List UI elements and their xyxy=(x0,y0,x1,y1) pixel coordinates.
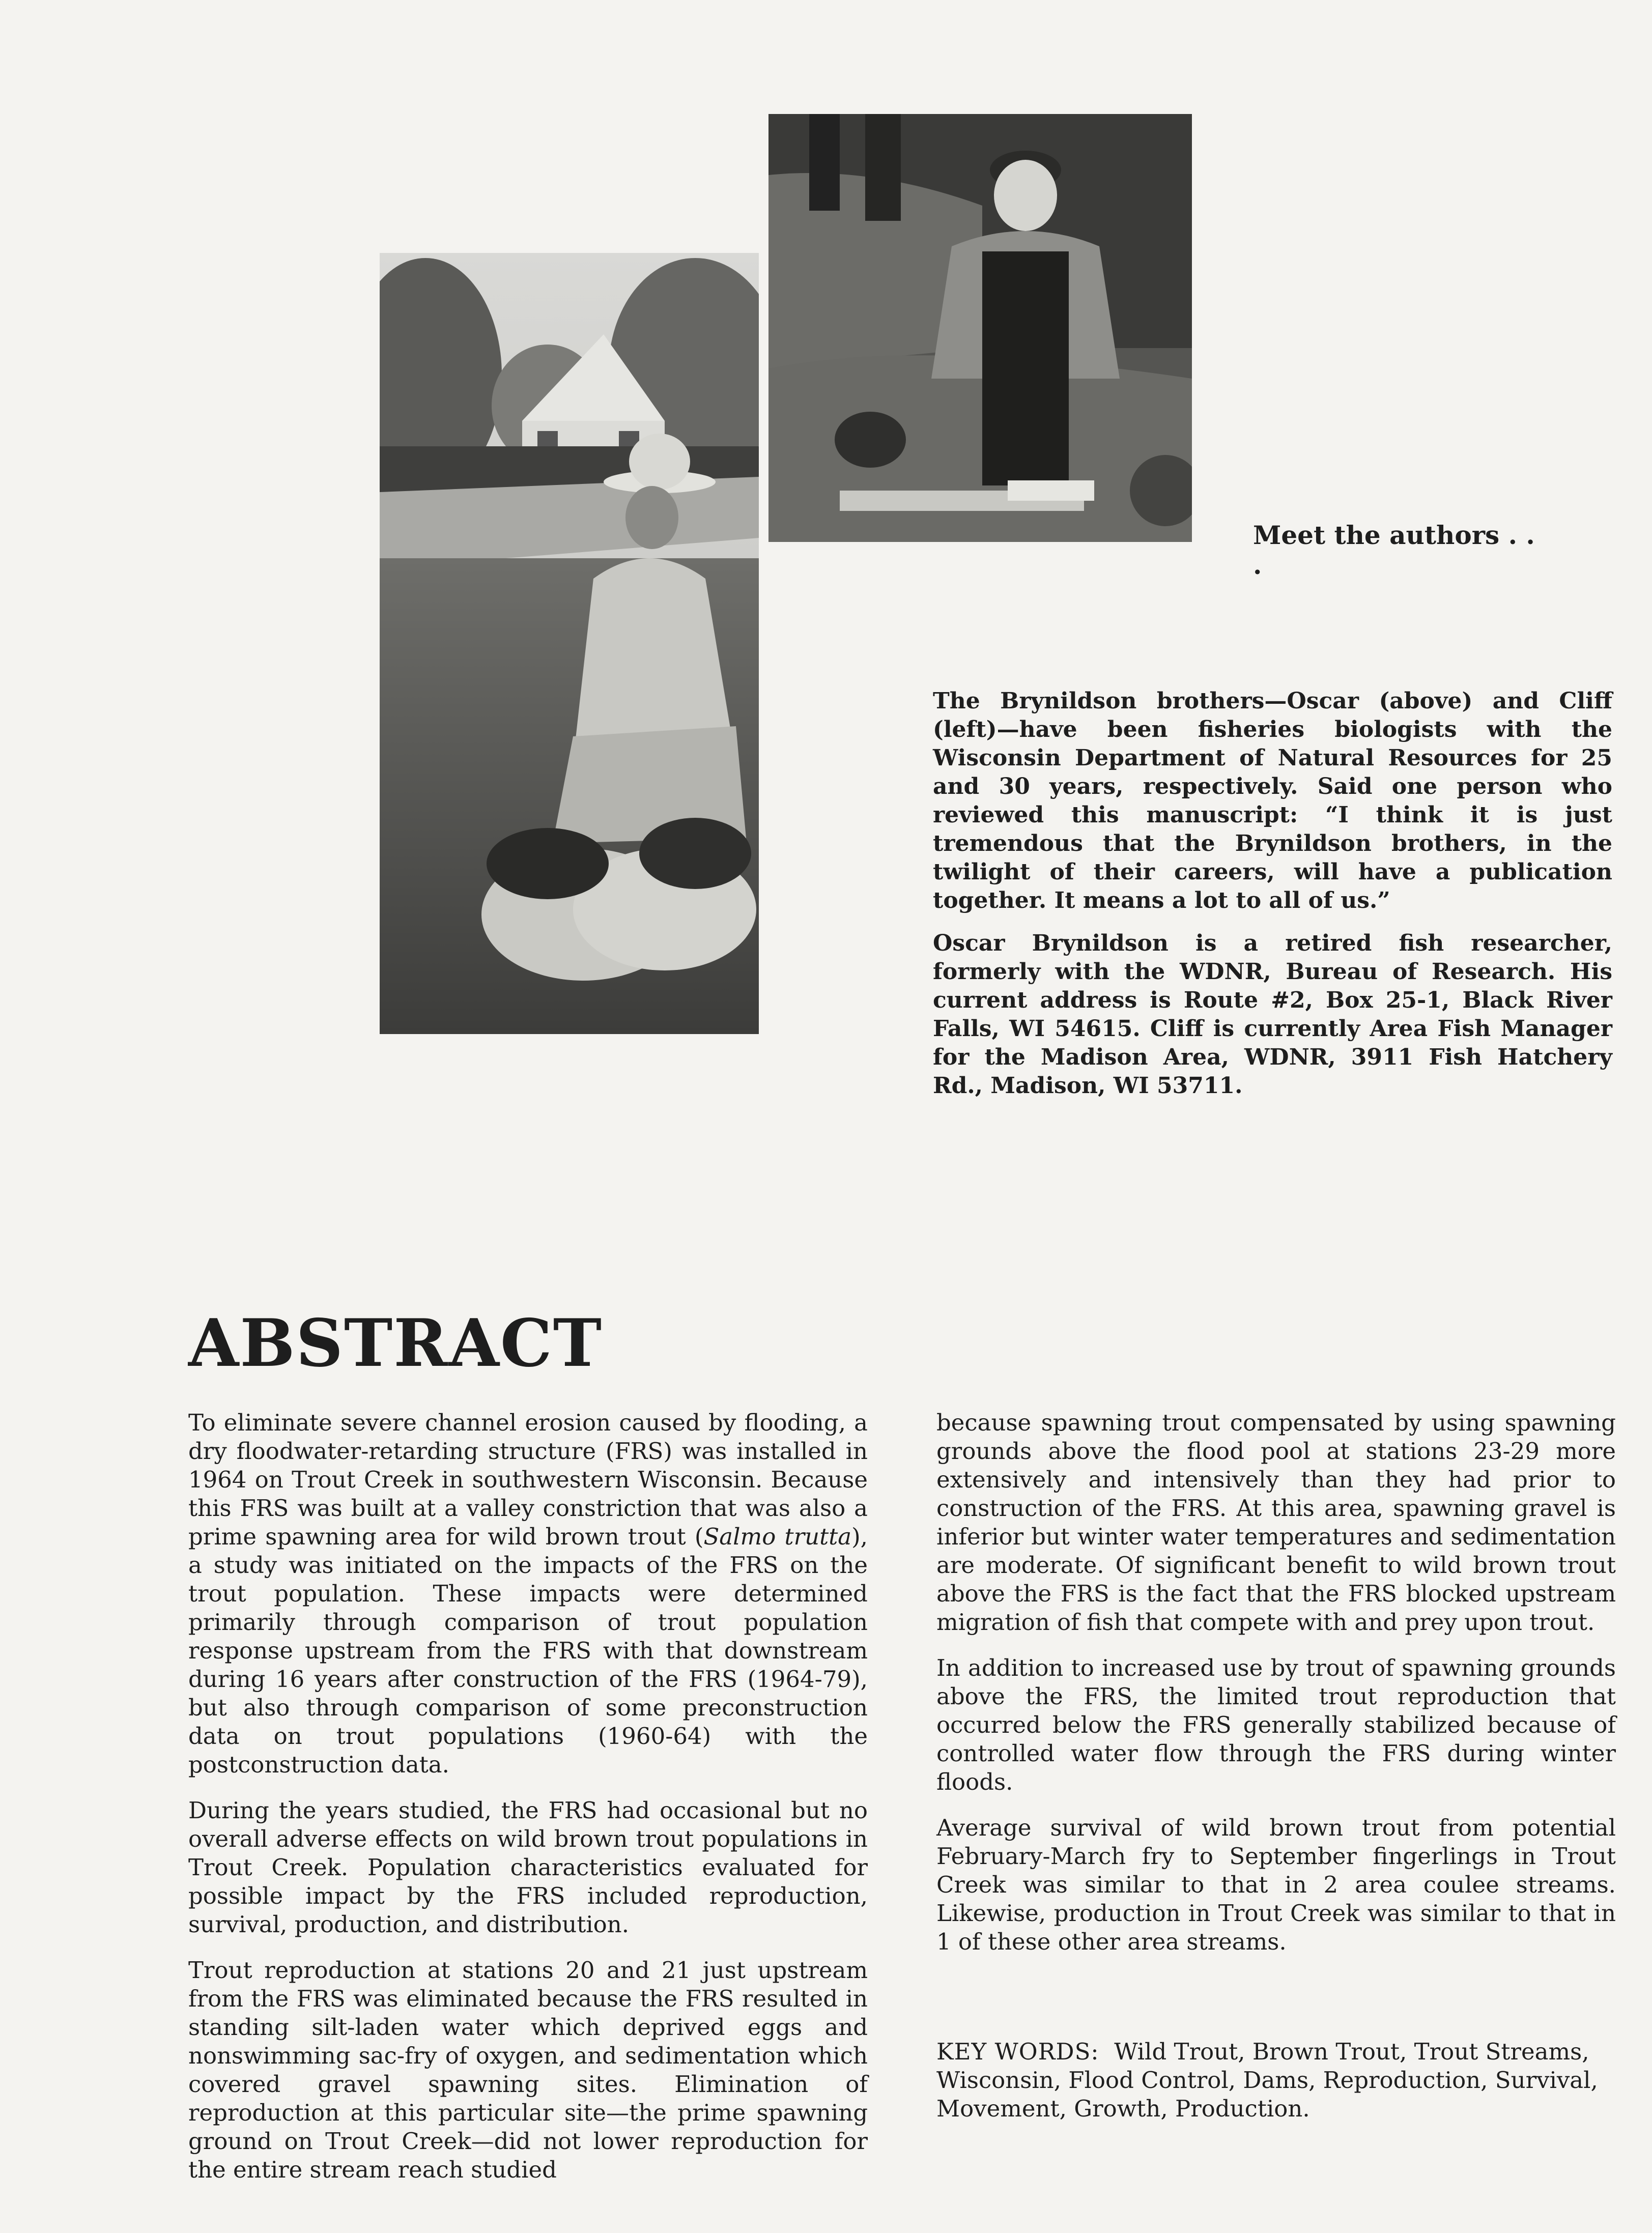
keywords xyxy=(936,2038,1616,2123)
abstract-column-right xyxy=(936,1409,1616,1973)
abstract-paragraph: Average survival of wild brown trout from potential February-March fry to September fingerlings in Trout Creek was similar to that in 2 area coulee streams. Likewise, production in Trout Creek was similar to that in 1 of these other area streams. xyxy=(936,1814,1616,1955)
keywords-label: KEY WORDS: xyxy=(936,2038,1107,2065)
abstract-paragraph: In addition to increased use by trout of spawning grounds above the FRS, the limited trout reproduction that occurred below the FRS generally stabilized because of controlled water flow through the FRS during winter floods. xyxy=(936,1654,1616,1795)
species-name: Salmo trutta xyxy=(703,1523,852,1550)
abstract-paragraph: Trout reproduction at stations 20 and 21 just upstream from the FRS was eliminated because the FRS resulted in standing silt-laden water which deprived eggs and nonswimming sac-fry of oxygen, and sedimentation which covered gravel spawning sites. Elimination of reproduction at this particular site—the prime spawning ground on Trout Creek—did not lower reproduction for the entire stream reach studied xyxy=(188,1957,868,2183)
keywords-list: Wild Trout, Brown Trout, Trout Streams, Wisconsin, Flood Control, Dams, Reproduction, Survival, Movement, Growth, Production. xyxy=(936,2038,1598,2122)
man-measuring-fish-photo-icon xyxy=(768,114,1192,542)
meet-the-authors-heading: Meet the authors . . . xyxy=(1253,520,1535,580)
bio-paragraph: Oscar Brynildson is a retired fish researcher, formerly with the WDNR, Bureau of Research. His current address is Route #2, Box 25-1, Black River Falls, WI 54615. Cliff is currently Area Fish Manager for the Madison Area, WDNR, 3911 Fish Hatchery Rd., Madison, WI 53711. xyxy=(933,930,1612,1099)
abstract-text: ), a study was initiated on the impacts of the FRS on the trout population. These impacts were determined primarily through comparison of trout population response upstream from the FRS with that downstream during 16 years after construction of the FRS (1964-79), but also through comparison of some preconstruction data on trout populations (1960-64) with the postconstruction data. xyxy=(188,1523,868,1778)
abstract-paragraph xyxy=(188,1409,868,1779)
abstract-text: To eliminate severe channel erosion caused by flooding, a dry floodwater-retarding structure (FRS) was installed in 1964 on Trout Creek in southwestern Wisconsin. Because this FRS was built at a valley constriction that was also a prime spawning area for wild brown trout ( xyxy=(188,1409,868,1550)
abstract-paragraph: During the years studied, the FRS had occasional but no overall adverse effects on wild brown trout populations in Trout Creek. Population characteristics evaluated for possible impact by the FRS included reproduction, survival, production, and distribution. xyxy=(188,1797,868,1938)
abstract-paragraph: because spawning trout compensated by using spawning grounds above the flood pool at stations 23-29 more extensively and intensively than they had prior to construction of the FRS. At this area, spawning gravel is inferior but winter water temperatures and sedimentation are moderate. Of significant benefit to wild brown trout above the FRS is the fact that the FRS blocked upstream migration of fish that compete with and prey upon trout. xyxy=(936,1409,1616,1636)
authors-bio xyxy=(933,687,1612,1114)
photo-oscar-brynildson xyxy=(763,109,1197,547)
man-with-trout-photo-icon xyxy=(380,253,759,1034)
bio-paragraph: The Brynildson brothers—Oscar (above) and Cliff (left)—have been fisheries biologists with the Wisconsin Department of Natural Resources for 25 and 30 years, respectively. Said one person who reviewed this manuscript: “I think it is just tremendous that the Brynildson brothers, in the twilight of their careers, will have a publication together. It means a lot to all of us.” xyxy=(933,688,1612,913)
abstract-column-left xyxy=(188,1409,868,2201)
photo-cliff-brynildson xyxy=(380,253,759,1034)
abstract-title: ABSTRACT xyxy=(188,1305,603,1382)
